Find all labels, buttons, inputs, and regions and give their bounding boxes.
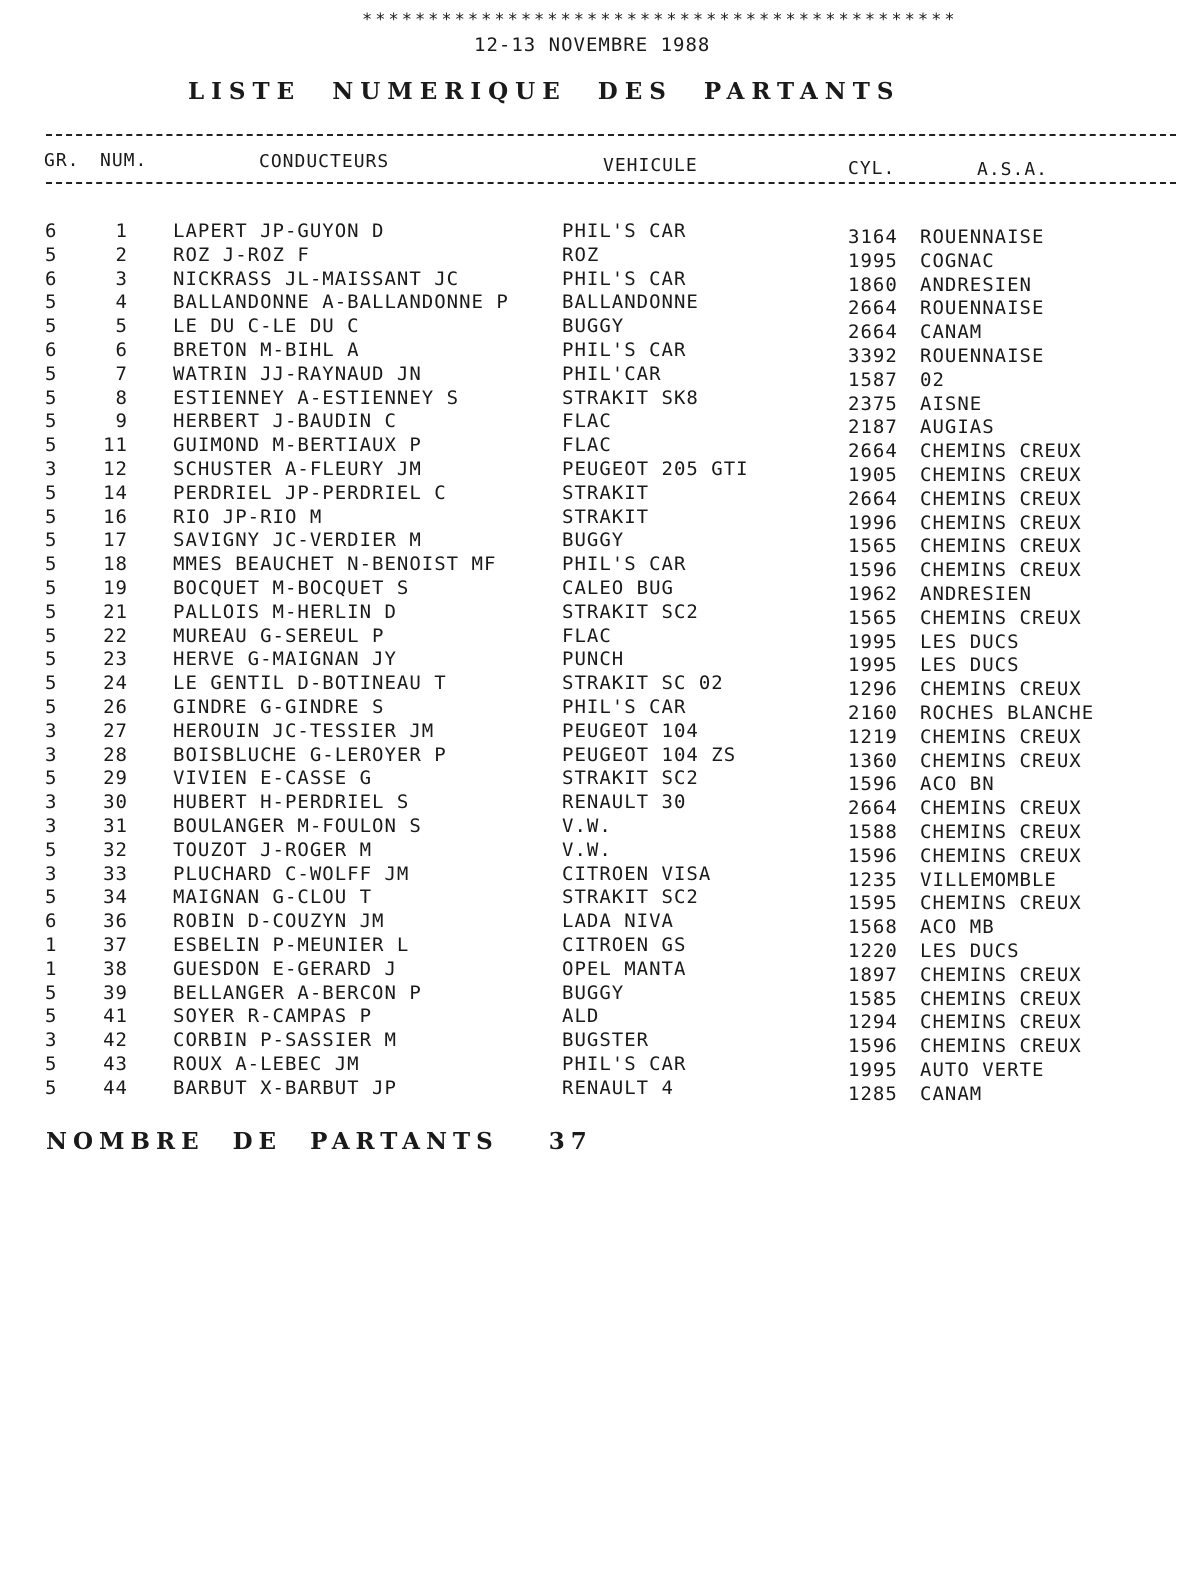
table-row [0,624,1200,653]
cell-asa: CHEMINS CREUX [920,487,1082,510]
cell-num: 36 [103,910,128,933]
table-row [0,291,1200,320]
event-date: 12-13 NOVEMBRE 1988 [474,34,711,56]
cell-gr: 3 [45,719,58,742]
table-row [0,1005,1200,1034]
cell-cyl: 1296 [848,678,898,701]
cell-num: 29 [103,767,128,790]
cell-vehicule: RENAULT 4 [562,1076,674,1099]
table-row [0,838,1200,867]
cell-conducteurs: SAVIGNY JC-VERDIER M [173,529,422,552]
table-row [0,338,1200,367]
cell-gr: 5 [45,767,58,790]
entries-table [0,220,1200,1105]
cell-vehicule: PEUGEOT 104 ZS [562,743,737,766]
cell-vehicule: PHIL'S CAR [562,695,687,718]
cell-gr: 1 [45,957,58,980]
cell-vehicule: LADA NIVA [562,910,674,933]
cell-vehicule: RENAULT 30 [562,791,687,814]
table-row [0,220,1200,248]
cell-vehicule: STRAKIT [562,505,650,528]
cell-vehicule: PEUGEOT 205 GTI [562,457,749,480]
cell-cyl: 1596 [848,844,898,867]
cell-vehicule: PUNCH [562,648,625,671]
col-header-conducteurs: CONDUCTEURS [259,151,390,172]
table-row [0,553,1200,582]
cell-asa: LES DUCS [920,630,1020,653]
cell-gr: 5 [45,529,58,552]
cell-conducteurs: HUBERT H-PERDRIEL S [173,791,410,814]
cell-num: 31 [103,814,128,837]
cell-gr: 3 [45,791,58,814]
cell-gr: 5 [45,624,58,647]
cell-num: 11 [103,434,128,457]
table-row [0,1076,1200,1105]
cell-gr: 5 [45,695,58,718]
cell-vehicule: BALLANDONNE [562,291,699,314]
cell-num: 33 [103,862,128,885]
table-row [0,814,1200,843]
cell-asa: CHEMINS CREUX [920,678,1082,701]
col-header-num: NUM. [100,150,148,171]
cell-cyl: 1995 [848,630,898,653]
cell-conducteurs: LE GENTIL D-BOTINEAU T [173,672,447,695]
header-divider-top [46,134,1176,136]
cell-vehicule: STRAKIT SK8 [562,386,699,409]
cell-conducteurs: BOULANGER M-FOULON S [173,814,422,837]
cell-cyl: 1220 [848,939,898,962]
cell-conducteurs: SOYER R-CAMPAS P [173,1005,373,1028]
table-row [0,981,1200,1010]
cell-asa: ACO BN [920,773,995,796]
cell-vehicule: BUGGY [562,529,625,552]
cell-conducteurs: BELLANGER A-BERCON P [173,981,422,1004]
cell-num: 12 [103,457,128,480]
cell-vehicule: ALD [562,1005,600,1028]
cell-gr: 1 [45,933,58,956]
table-row [0,1052,1200,1081]
table-row [0,505,1200,534]
cell-cyl: 1294 [848,1011,898,1034]
table-row [0,862,1200,891]
cell-conducteurs: HERBERT J-BAUDIN C [173,410,397,433]
cell-vehicule: BUGGY [562,315,625,338]
cell-vehicule: ROZ [562,243,600,266]
cell-cyl: 1995 [848,654,898,677]
cell-num: 2 [115,243,128,266]
cell-asa: CHEMINS CREUX [920,559,1082,582]
cell-gr: 5 [45,410,58,433]
cell-num: 22 [103,624,128,647]
cell-cyl: 1568 [848,916,898,939]
cell-num: 23 [103,648,128,671]
table-row [0,600,1200,629]
cell-conducteurs: ROUX A-LEBEC JM [173,1052,360,1075]
starters-label: NOMBRE DE PARTANTS [46,1128,499,1155]
cell-num: 38 [103,957,128,980]
cell-num: 21 [103,600,128,623]
cell-cyl: 1897 [848,963,898,986]
cell-cyl: 1588 [848,820,898,843]
cell-cyl: 1285 [848,1082,898,1105]
cell-conducteurs: SCHUSTER A-FLEURY JM [173,457,422,480]
cell-cyl: 1235 [848,868,898,891]
cell-cyl: 1962 [848,582,898,605]
cell-asa: AUTO VERTE [920,1058,1045,1081]
cell-vehicule: STRAKIT SC2 [562,767,699,790]
cell-asa: CHEMINS CREUX [920,606,1082,629]
table-row [0,933,1200,962]
table-row [0,267,1200,296]
cell-cyl: 1996 [848,511,898,534]
cell-asa: CHEMINS CREUX [920,820,1082,843]
starters-number: 37 [548,1128,593,1155]
cell-conducteurs: ROBIN D-COUZYN JM [173,910,385,933]
cell-gr: 5 [45,505,58,528]
cell-gr: 5 [45,838,58,861]
cell-gr: 6 [45,220,58,242]
cell-asa: CHEMINS CREUX [920,440,1082,463]
stars-separator: ********************************************* [362,10,958,30]
table-row [0,457,1200,486]
cell-cyl: 2664 [848,297,898,320]
cell-cyl: 2375 [848,392,898,415]
cell-cyl: 1585 [848,987,898,1010]
cell-vehicule: CITROEN GS [562,933,687,956]
cell-asa: ROCHES BLANCHE [920,701,1095,724]
cell-gr: 5 [45,600,58,623]
table-row [0,886,1200,915]
cell-cyl: 2664 [848,797,898,820]
cell-num: 39 [103,981,128,1004]
cell-vehicule: STRAKIT [562,481,650,504]
table-row [0,576,1200,605]
col-header-cyl: CYL. [848,158,896,179]
cell-cyl: 1596 [848,559,898,582]
cell-cyl: 2664 [848,321,898,344]
cell-asa: CHEMINS CREUX [920,963,1082,986]
cell-conducteurs: ROZ J-ROZ F [173,243,310,266]
cell-cyl: 1587 [848,368,898,391]
cell-num: 43 [103,1052,128,1075]
cell-conducteurs: WATRIN JJ-RAYNAUD JN [173,362,422,385]
cell-asa: CHEMINS CREUX [920,1035,1082,1058]
table-row [0,791,1200,820]
cell-gr: 5 [45,481,58,504]
table-row [0,910,1200,939]
table-row [0,719,1200,748]
cell-cyl: 3164 [848,226,898,248]
cell-cyl: 1596 [848,773,898,796]
cell-gr: 5 [45,576,58,599]
cell-vehicule: PHIL'S CAR [562,1052,687,1075]
cell-conducteurs: HERVE G-MAIGNAN JY [173,648,397,671]
cell-num: 18 [103,553,128,576]
cell-cyl: 1860 [848,273,898,296]
cell-gr: 5 [45,291,58,314]
cell-conducteurs: BALLANDONNE A-BALLANDONNE P [173,291,509,314]
cell-gr: 5 [45,648,58,671]
cell-conducteurs: PALLOIS M-HERLIN D [173,600,397,623]
cell-gr: 5 [45,1052,58,1075]
cell-vehicule: V.W. [562,838,612,861]
cell-conducteurs: BOISBLUCHE G-LEROYER P [173,743,447,766]
cell-vehicule: STRAKIT SC 02 [562,672,724,695]
cell-num: 34 [103,886,128,909]
cell-vehicule: PHIL'S CAR [562,553,687,576]
cell-asa: CHEMINS CREUX [920,1011,1082,1034]
cell-cyl: 1565 [848,535,898,558]
cell-conducteurs: RIO JP-RIO M [173,505,323,528]
cell-vehicule: V.W. [562,814,612,837]
cell-num: 17 [103,529,128,552]
cell-gr: 5 [45,434,58,457]
col-header-vehicule: VEHICULE [603,155,698,176]
cell-conducteurs: MUREAU G-SEREUL P [173,624,385,647]
cell-vehicule: PHIL'CAR [562,362,662,385]
cell-num: 37 [103,933,128,956]
cell-asa: VILLEMOMBLE [920,868,1057,891]
header-divider-bottom [46,182,1176,184]
cell-vehicule: STRAKIT SC2 [562,600,699,623]
cell-gr: 3 [45,862,58,885]
cell-vehicule: BUGSTER [562,1029,650,1052]
cell-asa: LES DUCS [920,939,1020,962]
cell-asa: LES DUCS [920,654,1020,677]
cell-conducteurs: MAIGNAN G-CLOU T [173,886,373,909]
cell-asa: AISNE [920,392,983,415]
cell-cyl: 2664 [848,440,898,463]
cell-asa: CHEMINS CREUX [920,892,1082,915]
cell-vehicule: OPEL MANTA [562,957,687,980]
cell-asa: ANDRESIEN [920,582,1032,605]
cell-gr: 5 [45,553,58,576]
cell-num: 1 [115,220,128,242]
cell-gr: 5 [45,315,58,338]
cell-vehicule: STRAKIT SC2 [562,886,699,909]
cell-num: 16 [103,505,128,528]
table-row [0,648,1200,677]
cell-asa: 02 [920,368,945,391]
cell-gr: 5 [45,672,58,695]
cell-num: 7 [115,362,128,385]
cell-conducteurs: PLUCHARD C-WOLFF JM [173,862,410,885]
cell-num: 44 [103,1076,128,1099]
cell-asa: CHEMINS CREUX [920,749,1082,772]
cell-asa: ROUENNAISE [920,297,1045,320]
cell-asa: CHEMINS CREUX [920,535,1082,558]
starters-count [46,1128,593,1155]
cell-conducteurs: BARBUT X-BARBUT JP [173,1076,397,1099]
cell-conducteurs: ESBELIN P-MEUNIER L [173,933,410,956]
cell-num: 32 [103,838,128,861]
cell-num: 24 [103,672,128,695]
cell-gr: 3 [45,1029,58,1052]
cell-gr: 3 [45,743,58,766]
cell-cyl: 1360 [848,749,898,772]
table-row [0,1029,1200,1058]
table-row [0,695,1200,724]
cell-gr: 5 [45,1005,58,1028]
cell-num: 9 [115,410,128,433]
table-row [0,957,1200,986]
cell-conducteurs: HEROUIN JC-TESSIER JM [173,719,435,742]
cell-conducteurs: PERDRIEL JP-PERDRIEL C [173,481,447,504]
col-header-gr: GR. [44,150,80,171]
cell-conducteurs: GUESDON E-GERARD J [173,957,397,980]
cell-vehicule: FLAC [562,434,612,457]
cell-gr: 5 [45,1076,58,1099]
cell-conducteurs: MMES BEAUCHET N-BENOIST MF [173,553,497,576]
cell-vehicule: PHIL'S CAR [562,267,687,290]
cell-num: 28 [103,743,128,766]
cell-cyl: 2187 [848,416,898,439]
cell-cyl: 1905 [848,463,898,486]
cell-num: 30 [103,791,128,814]
cell-conducteurs: LAPERT JP-GUYON D [173,220,385,242]
cell-gr: 5 [45,243,58,266]
cell-num: 6 [115,338,128,361]
cell-gr: 5 [45,886,58,909]
cell-vehicule: FLAC [562,624,612,647]
cell-gr: 5 [45,362,58,385]
cell-conducteurs: NICKRASS JL-MAISSANT JC [173,267,460,290]
cell-vehicule: BUGGY [562,981,625,1004]
cell-asa: CHEMINS CREUX [920,463,1082,486]
cell-gr: 5 [45,386,58,409]
table-row [0,315,1200,344]
cell-cyl: 3392 [848,344,898,367]
cell-conducteurs: GINDRE G-GINDRE S [173,695,385,718]
cell-conducteurs: ESTIENNEY A-ESTIENNEY S [173,386,460,409]
cell-vehicule: FLAC [562,410,612,433]
cell-asa: CANAM [920,321,983,344]
cell-num: 27 [103,719,128,742]
cell-asa: CHEMINS CREUX [920,511,1082,534]
cell-num: 14 [103,481,128,504]
cell-cyl: 1595 [848,892,898,915]
cell-cyl: 1565 [848,606,898,629]
cell-cyl: 2160 [848,701,898,724]
table-row [0,481,1200,510]
cell-asa: CHEMINS CREUX [920,725,1082,748]
table-row [0,672,1200,701]
table-row [0,386,1200,415]
cell-conducteurs: BRETON M-BIHL A [173,338,360,361]
cell-num: 3 [115,267,128,290]
cell-cyl: 1995 [848,1058,898,1081]
table-row [0,243,1200,272]
table-row [0,743,1200,772]
cell-num: 4 [115,291,128,314]
cell-conducteurs: TOUZOT J-ROGER M [173,838,373,861]
cell-gr: 6 [45,338,58,361]
cell-asa: ACO MB [920,916,995,939]
cell-conducteurs: VIVIEN E-CASSE G [173,767,373,790]
cell-vehicule: PHIL'S CAR [562,338,687,361]
cell-gr: 5 [45,981,58,1004]
table-row [0,529,1200,558]
cell-asa: CHEMINS CREUX [920,844,1082,867]
cell-conducteurs: CORBIN P-SASSIER M [173,1029,397,1052]
table-row [0,410,1200,439]
cell-num: 42 [103,1029,128,1052]
table-row [0,434,1200,463]
cell-vehicule: CALEO BUG [562,576,674,599]
cell-cyl: 1596 [848,1035,898,1058]
cell-cyl: 1995 [848,249,898,272]
cell-num: 41 [103,1005,128,1028]
cell-gr: 3 [45,814,58,837]
cell-asa: ROUENNAISE [920,226,1045,248]
cell-asa: COGNAC [920,249,995,272]
cell-vehicule: PEUGEOT 104 [562,719,699,742]
cell-num: 26 [103,695,128,718]
cell-asa: AUGIAS [920,416,995,439]
cell-asa: CHEMINS CREUX [920,797,1082,820]
cell-cyl: 2664 [848,487,898,510]
cell-num: 5 [115,315,128,338]
page-title: LISTE NUMERIQUE DES PARTANTS [188,78,901,105]
cell-cyl: 1219 [848,725,898,748]
cell-conducteurs: BOCQUET M-BOCQUET S [173,576,410,599]
cell-asa: CHEMINS CREUX [920,987,1082,1010]
table-row [0,767,1200,796]
col-header-asa: A.S.A. [977,159,1049,180]
cell-vehicule: CITROEN VISA [562,862,712,885]
cell-gr: 3 [45,457,58,480]
cell-asa: ANDRESIEN [920,273,1032,296]
cell-gr: 6 [45,267,58,290]
cell-asa: ROUENNAISE [920,344,1045,367]
cell-num: 8 [115,386,128,409]
cell-gr: 6 [45,910,58,933]
table-row [0,362,1200,391]
cell-asa: CANAM [920,1082,983,1105]
cell-conducteurs: GUIMOND M-BERTIAUX P [173,434,422,457]
cell-conducteurs: LE DU C-LE DU C [173,315,360,338]
cell-num: 19 [103,576,128,599]
cell-vehicule: PHIL'S CAR [562,220,687,242]
